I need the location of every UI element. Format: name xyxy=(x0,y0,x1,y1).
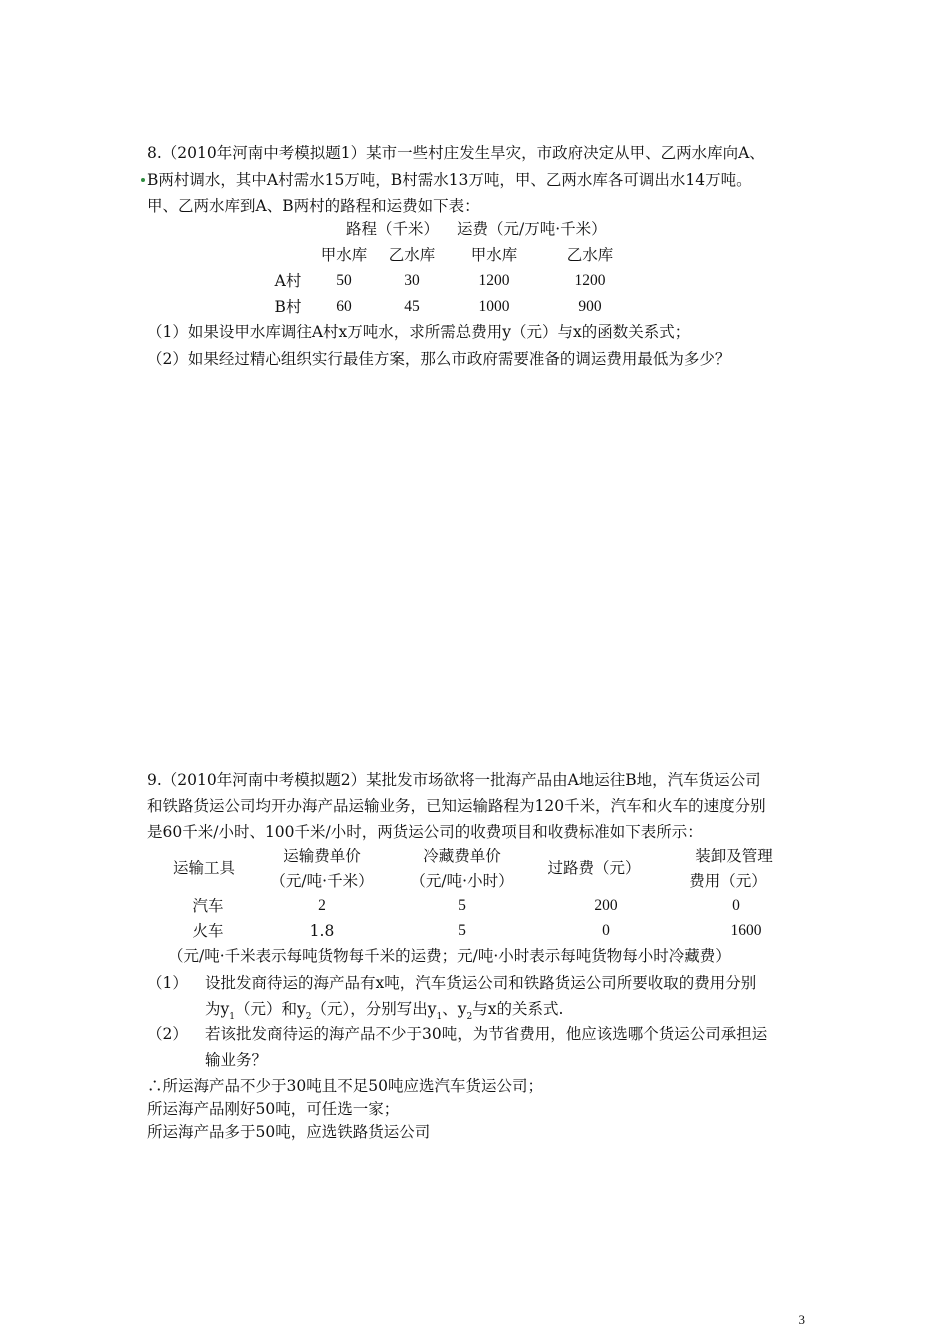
q9-header: （元/吨·小时） xyxy=(410,872,514,890)
margin-mark xyxy=(141,178,145,182)
q8-row-label: B村 xyxy=(274,298,302,316)
q8-cell: 1000 xyxy=(478,298,510,315)
q8-subheader: 甲水库 xyxy=(320,246,368,264)
q8-subheader: 乙水库 xyxy=(566,246,614,264)
q9-cell: 1600 xyxy=(730,922,762,939)
q8-cell: 1200 xyxy=(478,272,510,289)
q9-part-1-line-1: 设批发商待运的海产品有x吨，汽车货运公司和铁路货运公司所要收取的费用分别 xyxy=(205,974,757,992)
q9-header: 冷藏费单价 xyxy=(423,847,501,865)
q9-cell: 0 xyxy=(602,922,610,939)
q9-header: 装卸及管理 xyxy=(695,847,773,865)
q9-row-label: 火车 xyxy=(192,922,224,940)
q8-line-2: B两村调水，其中A村需水15万吨，B村需水13万吨，甲、乙两水库各可调出水14万吨。 xyxy=(147,171,752,189)
q9-cell: 0 xyxy=(732,897,740,914)
q9-part-1-number: （1） xyxy=(147,974,188,992)
q9-line-3: 是60千米/小时、100千米/小时，两货运公司的收费项目和收费标准如下表所示： xyxy=(147,823,703,841)
q8-cell: 900 xyxy=(578,298,602,315)
q9-table-note: （元/吨·千米表示每吨货物每千米的运费；元/吨·小时表示每吨货物每小时冷藏费） xyxy=(168,947,731,965)
q8-cell: 60 xyxy=(336,298,352,315)
q9-part-1-line-2: 为$y_1$（元）和$y_2$（元），分别写出$y_1$、$y_2$与x的关系式. xyxy=(205,1000,564,1022)
q8-header-distance: 路程（千米） xyxy=(346,220,440,238)
q9-answer-line-1: ∴所运海产品不少于30吨且不足50吨应选汽车货运公司； xyxy=(147,1077,543,1095)
q8-cell: 30 xyxy=(404,272,420,289)
q8-header-cost: 运费（元/万吨·千米） xyxy=(457,220,607,238)
q8-part-2: （2）如果经过精心组织实行最佳方案，那么市政府需要准备的调运费用最低为多少？ xyxy=(147,350,731,368)
q8-line-3: 甲、乙两水库到A、B两村的路程和运费如下表： xyxy=(147,197,480,215)
page-number: 3 xyxy=(798,1312,805,1327)
q8-part-1: （1）如果设甲水库调往A村x万吨水，求所需总费用y（元）与x的函数关系式； xyxy=(147,323,691,341)
q9-part-2-number: （2） xyxy=(147,1025,188,1043)
q8-row-label: A村 xyxy=(274,272,302,290)
q8-cell: 45 xyxy=(404,298,420,315)
q9-cell: 200 xyxy=(594,897,618,914)
q9-line-2: 和铁路货运公司均开办海产品运输业务，已知运输路程为120千米，汽车和火车的速度分别 xyxy=(147,797,766,815)
q9-cell: 1.8 xyxy=(309,922,335,940)
q8-subheader: 乙水库 xyxy=(388,246,436,264)
q9-header: 过路费（元） xyxy=(547,859,641,877)
q9-cell: 2 xyxy=(318,897,326,914)
q9-answer-line-3: 所运海产品多于50吨，应选铁路货运公司 xyxy=(147,1123,431,1141)
q9-header: 费用（元） xyxy=(689,872,767,890)
q9-line-1: 9.（2010年河南中考模拟题2）某批发市场欲将一批海产品由A地运往B地，汽车货运公司 xyxy=(147,771,761,789)
q8-line-1: 8.（2010年河南中考模拟题1）某市一些村庄发生旱灾，市政府决定从甲、乙两水库向A、 xyxy=(147,144,765,162)
q9-cell: 5 xyxy=(458,922,466,939)
q9-cell: 5 xyxy=(458,897,466,914)
q9-answer-line-2: 所运海产品刚好50吨，可任选一家； xyxy=(147,1100,400,1118)
q9-header: （元/吨·千米） xyxy=(270,872,374,890)
q9-header: 运输工具 xyxy=(172,859,236,877)
q9-part-2-line-2: 输业务？ xyxy=(205,1051,268,1069)
q9-row-label: 汽车 xyxy=(192,897,224,915)
q8-cell: 1200 xyxy=(574,272,606,289)
q8-subheader: 甲水库 xyxy=(470,246,518,264)
q9-header: 运输费单价 xyxy=(283,847,361,865)
q8-cell: 50 xyxy=(336,272,352,289)
q9-part-2-line-1: 若该批发商待运的海产品不少于30吨，为节省费用，他应该选哪个货运公司承担运 xyxy=(205,1025,768,1043)
